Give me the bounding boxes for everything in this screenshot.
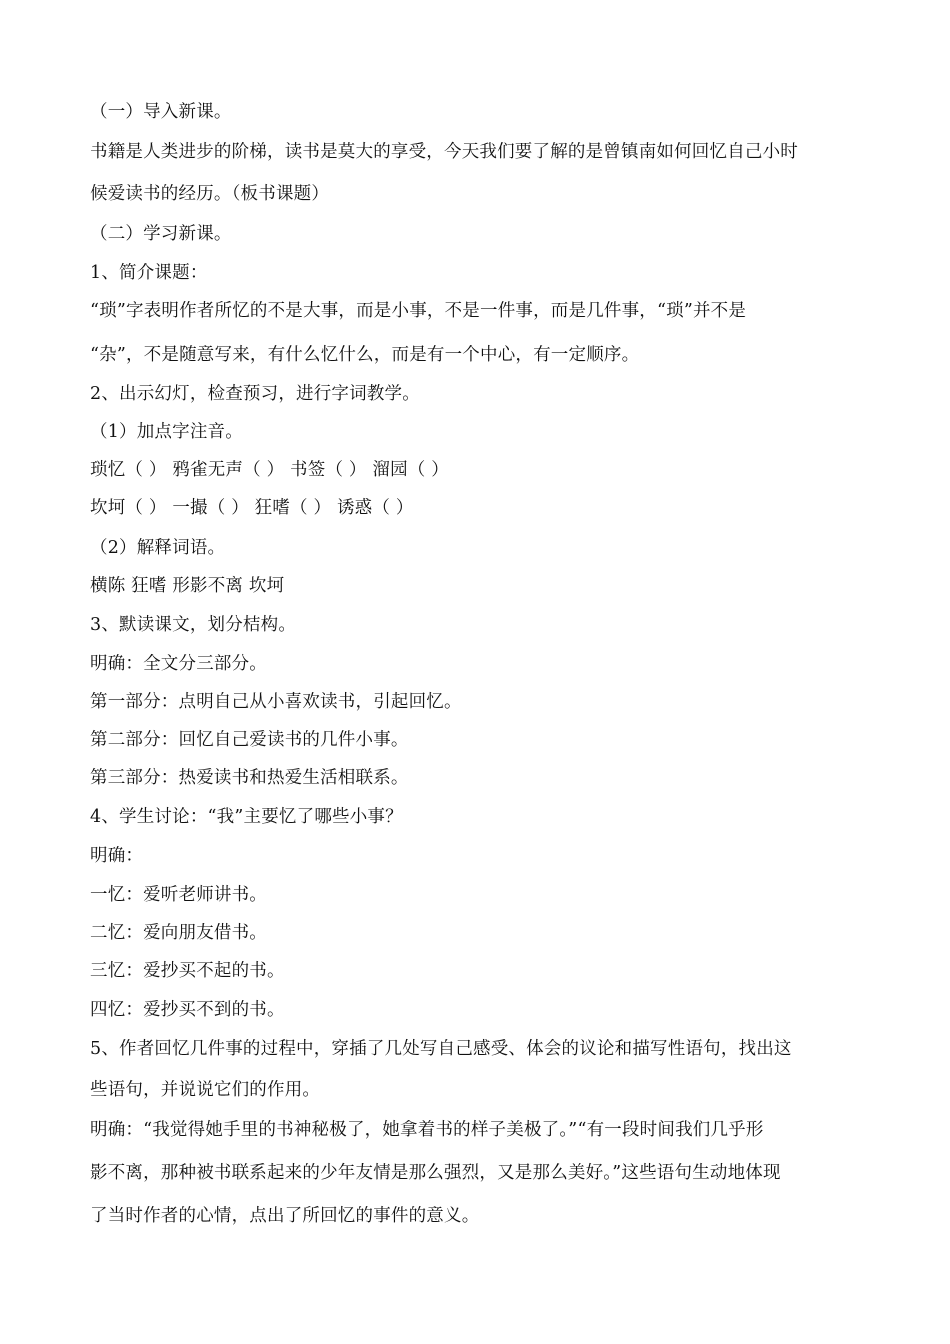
- paragraph-line: 影不离，那种被书联系起来的少年友情是那么强烈，又是那么美好。”这些语句生动地体现: [90, 1163, 781, 1183]
- step-heading: 1、简介课题：: [90, 263, 208, 283]
- paragraph-line: “杂”，不是随意写来，有什么忆什么，而是有一个中心，有一定顺序。: [90, 345, 640, 365]
- step-heading: 5、作者回忆几件事的过程中，穿插了几处写自己感受、体会的议论和描写性语句，找出这: [90, 1039, 792, 1059]
- paragraph-line: 明确：“我觉得她手里的书神秘极了，她拿着书的样子美极了。”“有一段时间我们几乎形: [90, 1120, 764, 1140]
- paragraph-line: 书籍是人类进步的阶梯，读书是莫大的享受，今天我们要了解的是曾镇南如何回忆自己小时: [90, 142, 798, 162]
- step-heading: 3、默读课文，划分桔构。: [90, 615, 297, 635]
- step-heading: 4、学生讨论：“我”主要忆了哪些小事？: [90, 807, 403, 827]
- sub-heading: （2）解释词语。: [90, 538, 226, 558]
- list-item: 四忆：爱抄买不到的书。: [90, 1000, 285, 1020]
- section-heading-new-lesson: （二）学习新课。: [90, 224, 232, 244]
- vocab-line: 坎坷（ ） 一撮（ ） 狂嗜（ ） 诱惑（ ）: [90, 498, 414, 518]
- list-item: 二忆：爱向朋友借书。: [90, 923, 267, 943]
- paragraph-line: 些语句，并说说它们的作用。: [90, 1080, 321, 1100]
- sub-heading: （1）加点字注音。: [90, 422, 243, 442]
- list-item: 三忆：爱抄买不起的书。: [90, 961, 285, 981]
- section-heading-intro: （一）导入新课。: [90, 102, 232, 122]
- step-heading: 2、出示幻灯，检查预习，进行字词教学。: [90, 384, 420, 404]
- paragraph-line: “琐”字表明作者所忆的不是大事，而是小事，不是一件事，而是几件事，“琐”并不是: [90, 301, 747, 321]
- vocab-line: 琐忆（ ） 鸦雀无声（ ） 书签（ ） 溜园（ ）: [90, 460, 449, 480]
- paragraph-line: 了当时作者的心情，点出了所回忆的事件的意义。: [90, 1206, 480, 1226]
- paragraph-line: 第三部分：热爱读书和热爱生活相联系。: [90, 768, 409, 788]
- paragraph-line: 明确：全文分三部分。: [90, 654, 267, 674]
- vocab-line: 横陈 狂嗜 形影不离 坎坷: [90, 576, 285, 596]
- paragraph-line: 第二部分：回忆自己爱读书的几件小事。: [90, 730, 409, 750]
- paragraph-line: 明确：: [90, 846, 144, 866]
- list-item: 一忆：爱听老师讲书。: [90, 885, 267, 905]
- paragraph-line: 第一部分：点明自己从小喜欢读书，引起回忆。: [90, 692, 462, 712]
- paragraph-line: 候爱读书的经历。（板书课题）: [90, 184, 330, 204]
